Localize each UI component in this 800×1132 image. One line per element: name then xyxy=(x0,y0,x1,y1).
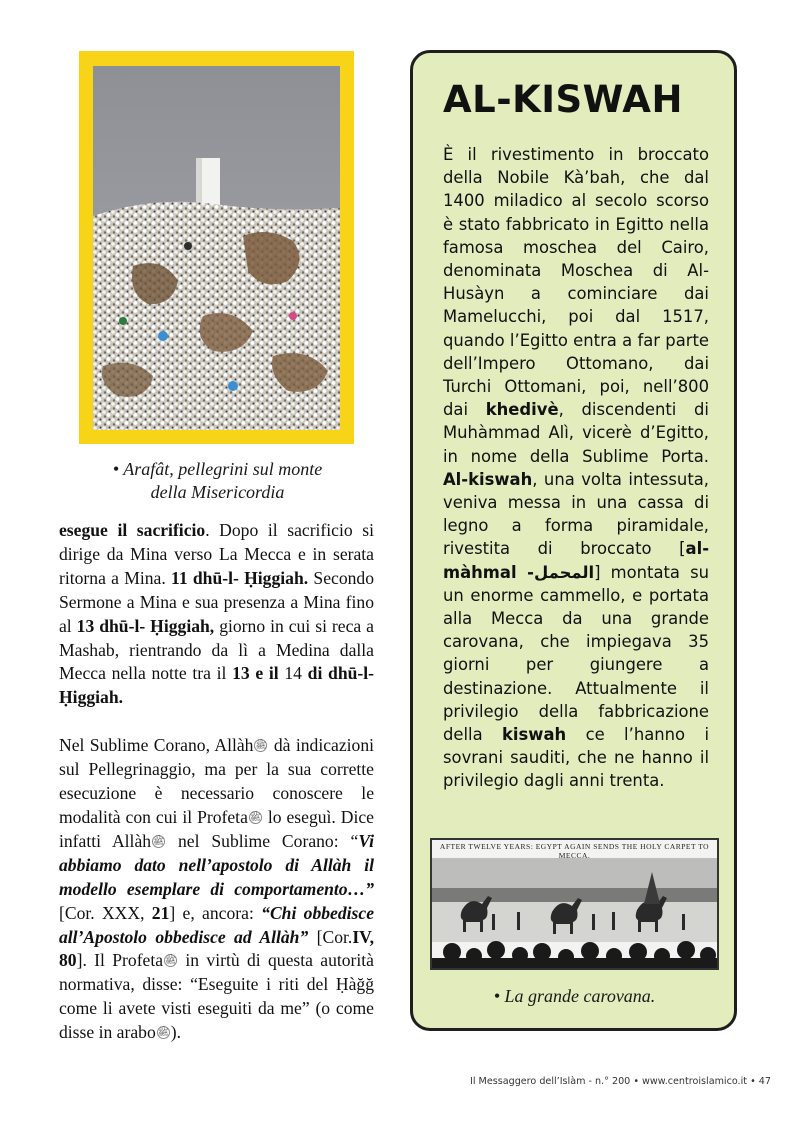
text-span: dà indicazioni sul Pellegrinaggio, ma per la sua corrette esecuzione è necessario conoscere le modalità con cui il Profeta xyxy=(59,735,374,827)
box-text xyxy=(443,143,709,793)
text-span: ]. Il Profeta xyxy=(76,950,164,971)
photo-caption: • Arafât, pellegrini sul monte della Misericordia xyxy=(112,459,323,502)
text-span: Nel Sublime Corano, Allàh xyxy=(59,735,254,756)
box-title: AL-KISWAH xyxy=(443,78,683,121)
text-span: di dhū-l-Ḥiggiah. xyxy=(59,663,374,708)
text-span: ] e, ancora: xyxy=(169,902,262,923)
text-span: È il rivestimento in broccato della Nobile Kà’bah, che dal 1400 miladico al secolo scorso è stato fabbricato in Egitto nella famosa moschea del Cairo, denominata Moschea di Al-Husàyn a cominciare dai Mamelucchi, poi dal 1517, quando l’Egitto entra a far parte dell’Impero Ottomano, dai Turchi Ottomani, poi, nell’800 dai xyxy=(443,145,709,420)
honorific-icon: ﷺ xyxy=(255,740,267,751)
text-span: [Cor. XXX, xyxy=(59,902,152,923)
text-span: giorno in cui si reca a Mashab, rientrando da lì a Medina dalla Mecca nella notte tra il xyxy=(59,615,374,684)
text-span: nel Sublime Corano: “ xyxy=(166,830,359,851)
text-span: 14 xyxy=(278,663,308,684)
text-span: , una volta intessuta, veniva messa in una cassa di legno a forma piramidale, rivestita di broccato [ xyxy=(443,469,709,559)
text-span: khedivè xyxy=(485,400,559,420)
text-span: 13 e il xyxy=(232,663,279,684)
paragraph-2 xyxy=(59,734,374,1045)
photo-headline: AFTER TWELVE YEARS: EGYPT AGAIN SENDS THE HOLY CARPET TO MECCA. xyxy=(439,842,710,860)
text-span: [Cor. xyxy=(308,926,353,947)
text-span: esegue il sacrificio xyxy=(59,520,206,540)
quote-text: Vi abbiamo dato nell’apostolo di Allàh il modello esemplare di comportamento…” xyxy=(59,830,374,899)
page-footer: Il Messaggero dell’Islàm - n.° 200 • www.centroislamico.it • 47 xyxy=(470,1076,771,1087)
text-span: 11 dhū-l- Ḥiggiah. xyxy=(171,567,309,588)
honorific-icon: ﷺ xyxy=(157,1027,169,1038)
arafat-photo xyxy=(93,66,340,430)
text-span: lo eseguì. Dice infatti Allàh xyxy=(59,806,374,851)
quote-text: “Chi obbedisce all’Apostolo obbedisce ad Allàh” xyxy=(59,902,374,947)
text-span: ] montata su un enorme cammello, e portata alla Mecca da una grande carovana, che impiegava 35 giorni per giungere a destinazione. Attualmente il privilegio della fabbricazione della xyxy=(443,562,709,745)
text-span: . Dopo il sacrificio si dirige da Mina verso La Mecca e in serata ritorna a Mina. xyxy=(59,520,374,588)
text-span: ce l’hanno i sovrani sauditi, che ne hanno il privilegio dagli anni trenta. xyxy=(443,725,709,791)
text-span: 13 dhū-l- Ḥiggiah, xyxy=(76,615,215,636)
text-span: 21 xyxy=(151,902,170,923)
text-span: kiswah xyxy=(502,725,567,745)
text-span: , discendenti di Muhàmmad Alì, vicerè d’Egitto, in nome della Sublime Porta. xyxy=(443,400,709,466)
text-span: IV, 80 xyxy=(59,926,374,971)
honorific-icon: ﷺ xyxy=(249,811,261,822)
caravan-photo xyxy=(430,838,719,970)
text-span: ). xyxy=(170,1022,182,1043)
text-span: al-màhmal -المحمل xyxy=(443,539,709,582)
text-span: in virtù di questa autorità normativa, disse: “Eseguite i riti del Ḥàğğ come li avete visti eseguiti da me” (o come disse in arabo xyxy=(59,950,374,1043)
text-span: Al-kiswah xyxy=(443,469,533,489)
left-column-text xyxy=(59,519,374,1045)
text-span: Secondo Sermone a Mina e sua presenza a Mina fino al xyxy=(59,567,375,636)
honorific-icon: ﷺ xyxy=(165,955,176,966)
paragraph-1 xyxy=(59,519,374,710)
caravan-caption: • La grande carovana. xyxy=(493,986,656,1006)
honorific-icon: ﷺ xyxy=(153,835,164,846)
